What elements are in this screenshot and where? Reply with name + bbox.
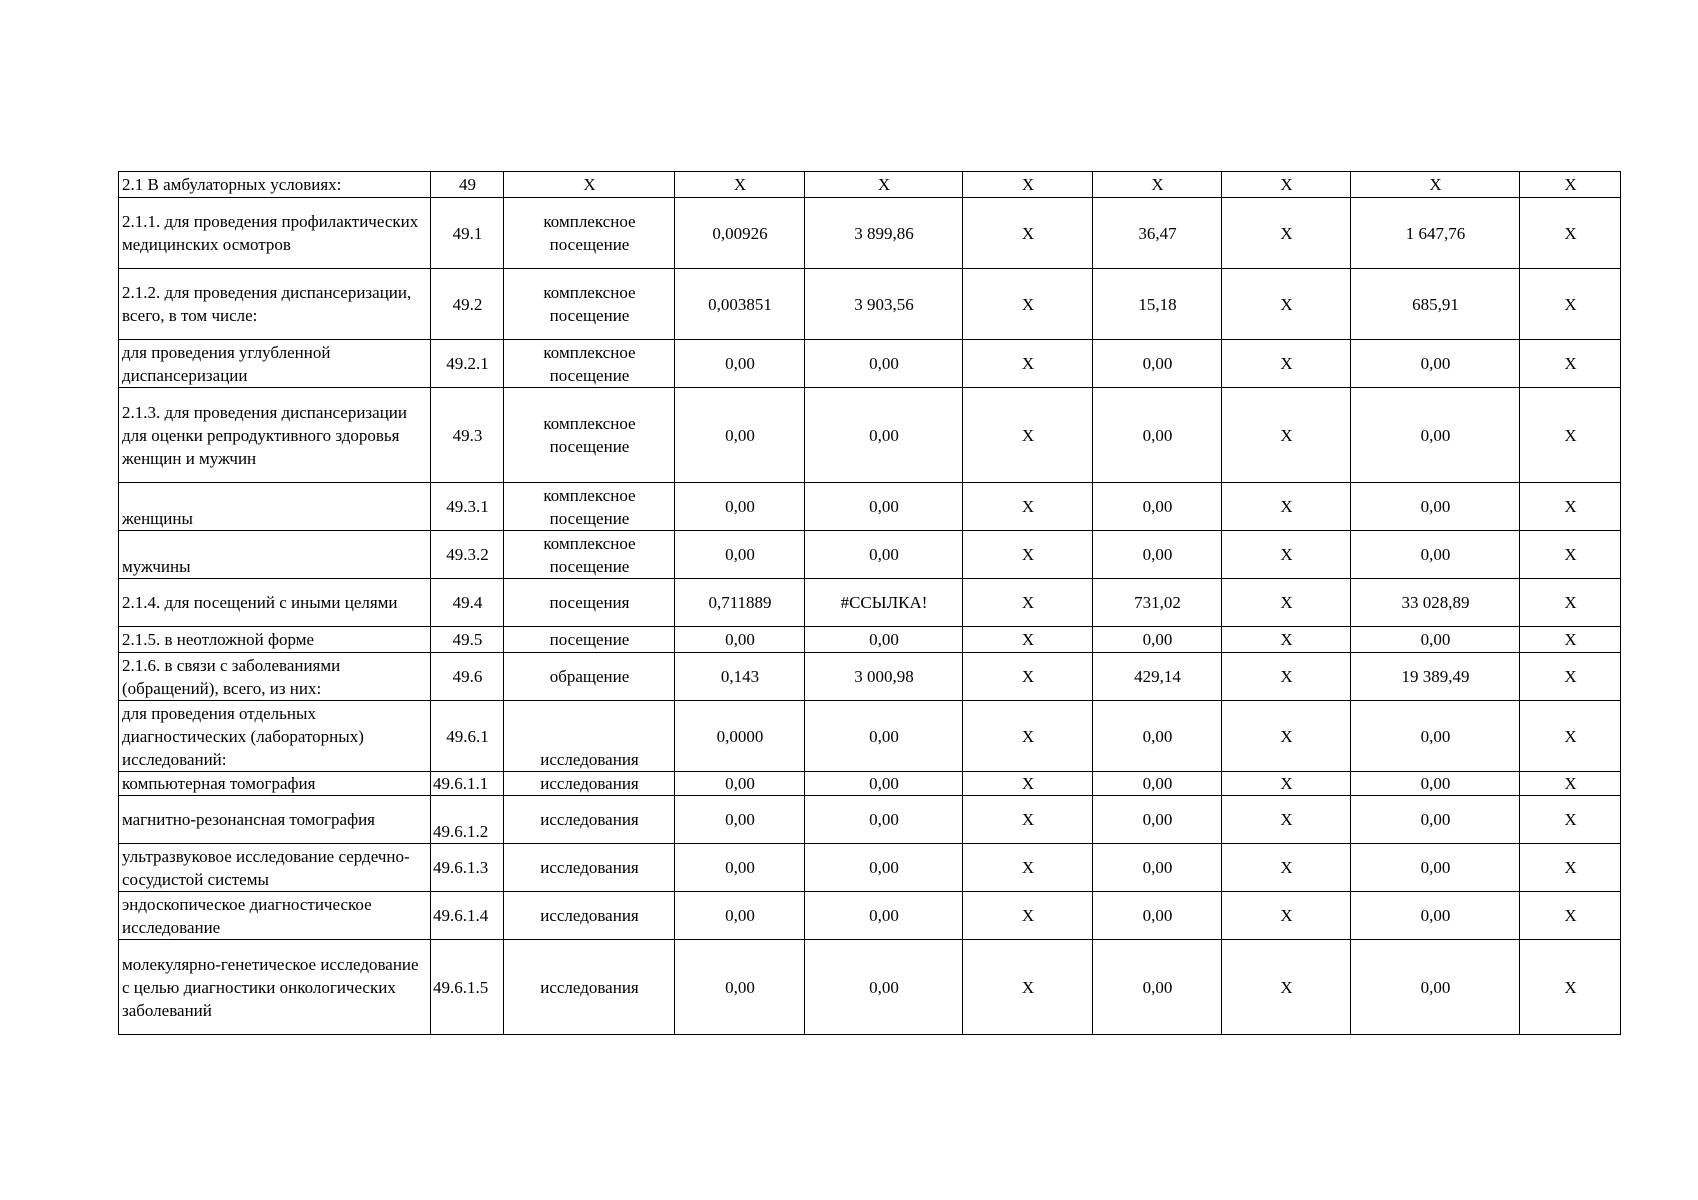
cell-col4: 0,00 — [1093, 796, 1222, 844]
cell-col1: 0,00 — [675, 940, 805, 1035]
row-label: 2.1.1. для проведения профилактических медицинских осмотров — [119, 198, 431, 269]
cell-col5: Х — [1222, 579, 1351, 627]
cell-col6: 0,00 — [1351, 940, 1520, 1035]
row-label: 2.1 В амбулаторных условиях: — [119, 172, 431, 198]
table-row — [119, 172, 1621, 198]
cell-col3: Х — [963, 892, 1093, 940]
cell-col4: 731,02 — [1093, 579, 1222, 627]
table-row — [119, 483, 1621, 531]
cell-col6: 0,00 — [1351, 531, 1520, 579]
cell-col2: 0,00 — [805, 796, 963, 844]
cell-col5: Х — [1222, 796, 1351, 844]
cell-col1: 0,003851 — [675, 269, 805, 340]
cell-col5: Х — [1222, 340, 1351, 388]
cell-col3: Х — [963, 340, 1093, 388]
row-unit: комплексное посещение — [504, 269, 675, 340]
row-unit: исследования — [504, 892, 675, 940]
row-label: ультразвуковое исследование сердечно-сосудистой системы — [119, 844, 431, 892]
cell-col6: 0,00 — [1351, 701, 1520, 772]
row-unit: исследования — [504, 940, 675, 1035]
row-label: мужчины — [119, 531, 431, 579]
table-row — [119, 844, 1621, 892]
cell-col7: Х — [1520, 772, 1621, 796]
row-unit: комплексное посещение — [504, 531, 675, 579]
row-label: 2.1.2. для проведения диспансеризации, всего, в том числе: — [119, 269, 431, 340]
row-label: женщины — [119, 483, 431, 531]
row-code: 49 — [431, 172, 504, 198]
cell-col2: 3 903,56 — [805, 269, 963, 340]
cell-col5: Х — [1222, 772, 1351, 796]
table-row — [119, 340, 1621, 388]
row-label: эндоскопическое диагностическое исследование — [119, 892, 431, 940]
cell-col3: Х — [963, 653, 1093, 701]
cell-col7: Х — [1520, 627, 1621, 653]
row-unit: исследования — [504, 772, 675, 796]
cell-col6: 0,00 — [1351, 796, 1520, 844]
row-unit: комплексное посещение — [504, 388, 675, 483]
cell-col3: Х — [963, 796, 1093, 844]
row-unit: комплексное посещение — [504, 198, 675, 269]
cell-col6: 0,00 — [1351, 772, 1520, 796]
cell-col2: Х — [805, 172, 963, 198]
cell-col3: Х — [963, 844, 1093, 892]
cell-col7: Х — [1520, 269, 1621, 340]
cell-col2: 3 899,86 — [805, 198, 963, 269]
cell-col4: 0,00 — [1093, 388, 1222, 483]
row-code: 49.3.2 — [431, 531, 504, 579]
cell-col7: Х — [1520, 844, 1621, 892]
table-row — [119, 653, 1621, 701]
cell-col5: Х — [1222, 172, 1351, 198]
cell-col4: 15,18 — [1093, 269, 1222, 340]
row-code: 49.2 — [431, 269, 504, 340]
cell-col6: 0,00 — [1351, 844, 1520, 892]
cell-col5: Х — [1222, 269, 1351, 340]
cell-col2: 0,00 — [805, 531, 963, 579]
cell-col1: 0,0000 — [675, 701, 805, 772]
cell-col4: 0,00 — [1093, 701, 1222, 772]
table-row — [119, 579, 1621, 627]
row-code: 49.6.1.5 — [431, 940, 504, 1035]
cell-col6: 1 647,76 — [1351, 198, 1520, 269]
cell-col5: Х — [1222, 892, 1351, 940]
cell-col2: 0,00 — [805, 701, 963, 772]
row-unit: исследования — [504, 844, 675, 892]
table-row — [119, 531, 1621, 579]
cell-col7: Х — [1520, 172, 1621, 198]
cell-col3: Х — [963, 531, 1093, 579]
cell-col7: Х — [1520, 701, 1621, 772]
cell-col3: Х — [963, 388, 1093, 483]
cell-col6: 685,91 — [1351, 269, 1520, 340]
table-row — [119, 796, 1621, 844]
cell-col6: 0,00 — [1351, 340, 1520, 388]
row-code: 49.6.1.1 — [431, 772, 504, 796]
cell-col2: 0,00 — [805, 627, 963, 653]
row-unit: комплексное посещение — [504, 340, 675, 388]
cell-col2: 0,00 — [805, 892, 963, 940]
row-code: 49.5 — [431, 627, 504, 653]
table-row — [119, 772, 1621, 796]
cell-col1: 0,00 — [675, 844, 805, 892]
cell-col4: 0,00 — [1093, 940, 1222, 1035]
cell-col4: 36,47 — [1093, 198, 1222, 269]
cell-col6: Х — [1351, 172, 1520, 198]
table-row — [119, 701, 1621, 772]
cell-col2: 0,00 — [805, 940, 963, 1035]
row-label: для проведения углубленной диспансеризации — [119, 340, 431, 388]
table-row — [119, 388, 1621, 483]
cell-col6: 0,00 — [1351, 388, 1520, 483]
row-unit: Х — [504, 172, 675, 198]
row-unit: комплексное посещение — [504, 483, 675, 531]
row-unit: посещения — [504, 579, 675, 627]
cell-col4: 0,00 — [1093, 892, 1222, 940]
cell-col7: Х — [1520, 198, 1621, 269]
cell-col2: 3 000,98 — [805, 653, 963, 701]
table-row — [119, 627, 1621, 653]
cell-col7: Х — [1520, 892, 1621, 940]
cell-col6: 0,00 — [1351, 892, 1520, 940]
cell-col2: 0,00 — [805, 340, 963, 388]
funding-table — [118, 171, 1621, 1035]
cell-col2: 0,00 — [805, 483, 963, 531]
cell-col4: 429,14 — [1093, 653, 1222, 701]
row-label: молекулярно-генетическое исследование с целью диагностики онкологических заболеваний — [119, 940, 431, 1035]
cell-col5: Х — [1222, 701, 1351, 772]
row-code: 49.1 — [431, 198, 504, 269]
cell-col1: 0,00 — [675, 627, 805, 653]
table-row — [119, 269, 1621, 340]
cell-col7: Х — [1520, 653, 1621, 701]
cell-col4: 0,00 — [1093, 483, 1222, 531]
table-row — [119, 892, 1621, 940]
cell-col3: Х — [963, 579, 1093, 627]
cell-col2: #ССЫЛКА! — [805, 579, 963, 627]
cell-col1: 0,00 — [675, 531, 805, 579]
cell-col1: 0,00 — [675, 388, 805, 483]
cell-col7: Х — [1520, 483, 1621, 531]
cell-col4: Х — [1093, 172, 1222, 198]
cell-col3: Х — [963, 198, 1093, 269]
cell-col3: Х — [963, 701, 1093, 772]
cell-col3: Х — [963, 772, 1093, 796]
row-code: 49.6.1 — [431, 701, 504, 772]
row-code: 49.4 — [431, 579, 504, 627]
cell-col4: 0,00 — [1093, 772, 1222, 796]
cell-col4: 0,00 — [1093, 531, 1222, 579]
cell-col6: 0,00 — [1351, 483, 1520, 531]
cell-col2: 0,00 — [805, 388, 963, 483]
cell-col5: Х — [1222, 627, 1351, 653]
row-label: 2.1.4. для посещений с иными целями — [119, 579, 431, 627]
cell-col4: 0,00 — [1093, 844, 1222, 892]
cell-col1: 0,00 — [675, 796, 805, 844]
cell-col1: 0,00 — [675, 892, 805, 940]
row-label: 2.1.3. для проведения диспансеризации для оценки репродуктивного здоровья женщин и мужчин — [119, 388, 431, 483]
row-code: 49.2.1 — [431, 340, 504, 388]
cell-col1: Х — [675, 172, 805, 198]
cell-col1: 0,143 — [675, 653, 805, 701]
row-label: магнитно-резонансная томография — [119, 796, 431, 844]
cell-col2: 0,00 — [805, 844, 963, 892]
cell-col4: 0,00 — [1093, 627, 1222, 653]
cell-col7: Х — [1520, 531, 1621, 579]
cell-col7: Х — [1520, 940, 1621, 1035]
row-code: 49.6 — [431, 653, 504, 701]
cell-col7: Х — [1520, 340, 1621, 388]
row-unit: исследования — [504, 701, 675, 772]
cell-col1: 0,00 — [675, 483, 805, 531]
row-code: 49.3 — [431, 388, 504, 483]
cell-col3: Х — [963, 940, 1093, 1035]
table-row — [119, 198, 1621, 269]
cell-col2: 0,00 — [805, 772, 963, 796]
cell-col1: 0,00 — [675, 340, 805, 388]
row-unit: обращение — [504, 653, 675, 701]
cell-col7: Х — [1520, 796, 1621, 844]
row-label: 2.1.5. в неотложной форме — [119, 627, 431, 653]
row-unit: посещение — [504, 627, 675, 653]
row-label: компьютерная томография — [119, 772, 431, 796]
cell-col5: Х — [1222, 388, 1351, 483]
cell-col5: Х — [1222, 940, 1351, 1035]
cell-col1: 0,00926 — [675, 198, 805, 269]
cell-col5: Х — [1222, 483, 1351, 531]
row-label: 2.1.6. в связи с заболеваниями (обращений), всего, из них: — [119, 653, 431, 701]
cell-col3: Х — [963, 627, 1093, 653]
cell-col6: 19 389,49 — [1351, 653, 1520, 701]
row-code: 49.6.1.3 — [431, 844, 504, 892]
cell-col5: Х — [1222, 653, 1351, 701]
cell-col6: 0,00 — [1351, 627, 1520, 653]
row-unit: исследования — [504, 796, 675, 844]
row-label: для проведения отдельных диагностических (лабораторных) исследований: — [119, 701, 431, 772]
cell-col7: Х — [1520, 579, 1621, 627]
cell-col6: 33 028,89 — [1351, 579, 1520, 627]
cell-col3: Х — [963, 483, 1093, 531]
row-code: 49.6.1.4 — [431, 892, 504, 940]
cell-col7: Х — [1520, 388, 1621, 483]
cell-col1: 0,00 — [675, 772, 805, 796]
row-code: 49.6.1.2 — [431, 796, 504, 844]
cell-col5: Х — [1222, 198, 1351, 269]
cell-col4: 0,00 — [1093, 340, 1222, 388]
table-row — [119, 940, 1621, 1035]
cell-col5: Х — [1222, 844, 1351, 892]
cell-col5: Х — [1222, 531, 1351, 579]
cell-col3: Х — [963, 172, 1093, 198]
cell-col3: Х — [963, 269, 1093, 340]
cell-col1: 0,711889 — [675, 579, 805, 627]
row-code: 49.3.1 — [431, 483, 504, 531]
